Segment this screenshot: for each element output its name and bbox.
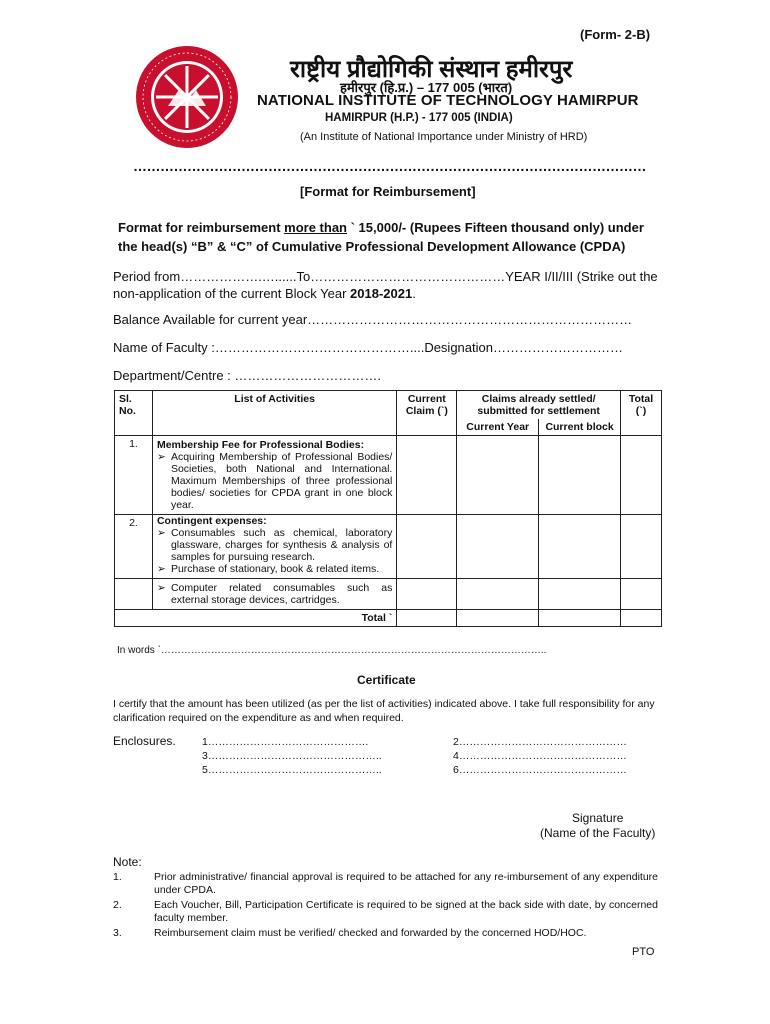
notes-list <box>113 871 658 942</box>
current-year-cell[interactable] <box>457 515 539 579</box>
total-current-year-cell[interactable] <box>457 610 539 627</box>
enclosure-line-2[interactable]: 2………………………………………… <box>453 736 627 748</box>
activity-item: Computer related consumables such as external storage devices, cartridges. <box>170 582 393 606</box>
period-field[interactable]: Period from……………….…......To………………………………………YEAR I/II/III (Strike out the non-application of the current Block Year 2018-2021. <box>113 269 658 301</box>
row-number: 2. <box>115 515 153 579</box>
signature-label: Signature <box>572 811 624 825</box>
enclosures-label: Enclosures. <box>113 734 176 748</box>
institute-address: HAMIRPUR (H.P.) - 177 005 (INDIA) <box>325 112 513 124</box>
note-item: 2. Each Voucher, Bill, Participation Certificate is required to be signed at the back side with date, by concerned faculty member. <box>113 899 658 924</box>
total-current-block-cell[interactable] <box>539 610 621 627</box>
faculty-field[interactable]: Name of Faculty :………………………………………....Designation………………………… <box>113 340 623 355</box>
total-cell[interactable] <box>621 579 662 610</box>
note-item: 3. Reimbursement claim must be verified/ checked and forwarded by the concerned HOD/HOC. <box>113 927 587 939</box>
enclosure-line-4[interactable]: 4………………………………………… <box>453 750 627 762</box>
intro-heading: Format for reimbursement more than ` 15,000/- (Rupees Fifteen thousand only) under the head(s) “B” & “C” of Cumulative Professional Development Allowance (CPDA) <box>118 220 644 254</box>
total-current-claim-cell[interactable] <box>397 610 457 627</box>
row-title: Contingent expenses: <box>156 515 267 527</box>
current-block-cell[interactable] <box>539 579 621 610</box>
current-claim-cell[interactable] <box>397 515 457 579</box>
amount-in-words-field[interactable]: In words `…………………………………………………………………………………………………….. <box>117 645 547 656</box>
enclosure-line-6[interactable]: 6………………………………………… <box>453 764 627 776</box>
current-year-cell[interactable] <box>457 436 539 515</box>
certificate-text: I certify that the amount has been utilized (as per the list of activities) indicated above. I take full responsibility for any clarification required on the expenditure as and when required. <box>113 698 655 724</box>
enclosure-line-3[interactable]: 3………………………………………….. <box>202 750 382 762</box>
department-field[interactable]: Department/Centre : ……………………………. <box>113 368 381 383</box>
institute-name-hindi: राष्ट्रीय प्रौद्योगिकी संस्थान हमीरपुर <box>290 56 573 83</box>
format-title: [Format for Reimbursement] <box>300 184 476 199</box>
institute-logo <box>134 44 240 150</box>
row-number: 1. <box>115 436 153 515</box>
form-code: (Form- 2-B) <box>580 27 651 42</box>
total-cell[interactable] <box>621 515 662 579</box>
table-row <box>115 436 662 515</box>
header-activities: List of Activities <box>152 391 396 436</box>
activity-item: Purchase of stationary, book & related items. <box>170 563 380 575</box>
note-item: 1. Prior administrative/ financial approval is required to be attached for any re-imbursement of any expenditure under CPDA. <box>113 871 658 896</box>
current-year-cell[interactable] <box>457 579 539 610</box>
grand-total-cell[interactable] <box>621 610 662 627</box>
current-claim-cell[interactable] <box>397 579 457 610</box>
table-row <box>115 515 662 579</box>
notes-label: Note: <box>113 855 142 869</box>
bullet-arrow-icon: ➢ <box>156 582 166 594</box>
signature-block <box>540 811 655 841</box>
dotted-separator: …………………………………………………………………………………………………… <box>133 158 646 174</box>
enclosure-line-1[interactable]: 1………………………………………. <box>202 736 369 748</box>
institute-address-hindi: हमीरपुर (हि.प्र.) – 177 005 (भारत) <box>340 80 513 95</box>
header-sl-no: Sl. No. <box>115 391 153 436</box>
current-block-cell[interactable] <box>539 515 621 579</box>
header-current-claim: Current Claim (`) <box>397 391 457 436</box>
institute-name: NATIONAL INSTITUTE OF TECHNOLOGY HAMIRPUR <box>257 92 639 109</box>
activity-item: Acquiring Membership of Professional Bodies/ Societies, both National and International. Maximum Memberships of three professional bodies/ societies for CPDA grant in one block year. <box>170 451 393 511</box>
balance-field[interactable]: Balance Available for current year………………………………………………………………… <box>113 312 633 327</box>
activity-item: Consumables such as chemical, laboratory glassware, charges for synthesis & analysis of samples for pursuing research. <box>170 527 393 563</box>
bullet-arrow-icon: ➢ <box>156 451 166 463</box>
total-row <box>115 610 662 627</box>
enclosure-line-5[interactable]: 5………………………………………….. <box>202 764 382 776</box>
total-cell[interactable] <box>621 436 662 515</box>
bullet-arrow-icon: ➢ <box>156 563 166 575</box>
header-claims-settled: Claims already settled/ submitted for settlement Current Year Current block <box>457 391 621 436</box>
institute-subtitle: (An Institute of National Importance under Ministry of HRD) <box>300 131 588 143</box>
pto-label: PTO <box>632 946 655 958</box>
header-current-year: Current Year <box>457 419 538 435</box>
certificate-title: Certificate <box>357 673 416 687</box>
table-header-row <box>115 391 662 436</box>
header-current-block: Current block <box>545 421 614 433</box>
total-label: Total ` <box>115 610 397 627</box>
header-total: Total (`) <box>621 391 662 436</box>
current-block-cell[interactable] <box>539 436 621 515</box>
activities-table <box>114 390 662 627</box>
table-row <box>115 579 662 610</box>
faculty-name-label: (Name of the Faculty) <box>540 826 656 840</box>
bullet-arrow-icon: ➢ <box>156 527 166 539</box>
current-claim-cell[interactable] <box>397 436 457 515</box>
row-title: Membership Fee for Professional Bodies: <box>156 439 365 451</box>
